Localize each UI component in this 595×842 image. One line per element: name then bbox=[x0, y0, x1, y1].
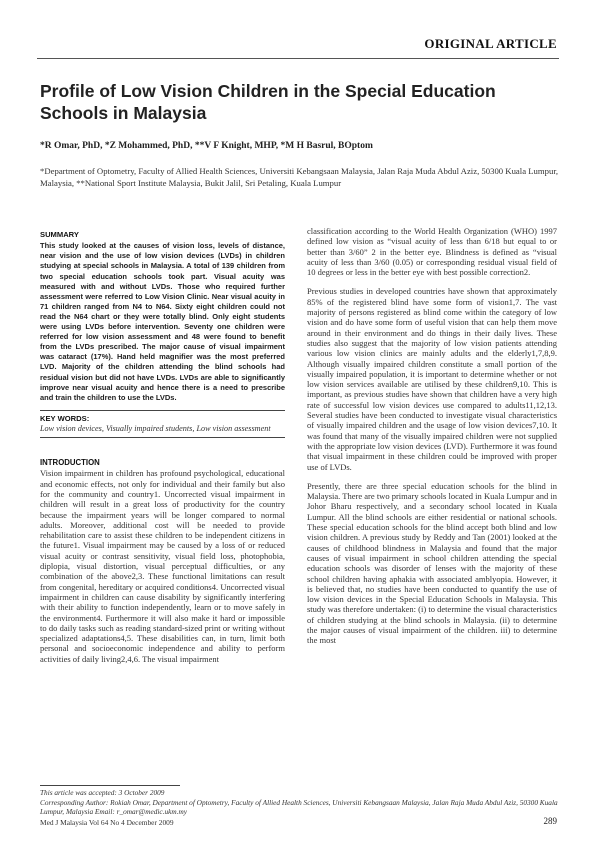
body-paragraph: Presently, there are three special education schools for the blind in Malaysia. There are two primary schools located in Kuala Lumpur and in Johor Bharu respectively, and a secondary school located in Kuala Lumpur. All the blind schools are either residential or national schools. These special education schools for the blind accept both blind and low vision children. A previous study by Reddy and Tan (2001) looked at the causes of childhood blindness in Malaysia and found that the major causes of visual impairment in school children attending the special education schools was disorder of lenses with the majority of these school children having aphakia with associated amblyopia. However, it is believed that, no studies have been conducted to quantify the use of low vision devices in the Special Education Schools in Malaysia. This study was therefore undertaken: (i) to determine the visual characteristics of children studying at the blind schools in Malaysia. (ii) to determine the major causes of visual impairment of the children. iii) to determine the most bbox=[307, 480, 557, 646]
right-column bbox=[307, 226, 557, 655]
keywords-text: Low vision devices, Visually impaired students, Low vision assessment bbox=[40, 424, 271, 434]
correspondence: Corresponding Author: Rokiah Omar, Department of Optometry, Faculty of Allied Health Sciences, Universiti Kebangsaan Malaysia, Jalan Raja Muda Abdul Aziz, 50300 Kuala Lumpur, Malaysia Email: r_omar@medic.ukm.my bbox=[40, 797, 558, 816]
accepted-date: This article was accepted: 3 October 2009 bbox=[40, 788, 165, 797]
keywords-heading: KEY WORDS: bbox=[40, 413, 90, 423]
summary-heading: SUMMARY bbox=[40, 230, 79, 239]
header-rule bbox=[37, 58, 559, 59]
left-column bbox=[40, 230, 285, 673]
affiliation: *Department of Optometry, Faculty of Allied Health Sciences, Universiti Kebangsaan Malaysia, Jalan Raja Muda Abdul Aziz, 50300 Kuala Lumpur, Malaysia, **National Sport Institute Malaysia, Bukit Jalil, Sri Petaling, Kuala Lumpur bbox=[40, 166, 559, 188]
body-paragraph: Previous studies in developed countries have shown that approximately 85% of the registered blind have some form of vision1,7. The vast majority of persons registered as blind come within the category of low vision and do have some form of useful vision that can help them move around in their environment and do things in their daily lives. These studies also suggest that the majority of low vision patients attending various low vision clinics are mainly adults and the elderly1,7,8,9. Although visually impaired children constitute a small portion of the visually impaired population, it is important to determine whether or not low vision services available are utilised by these children9,10. This is important, as previous studies have shown that children have a very high rate of successful low vision devices use compared to adults11,12,13. Several studies have been conducted to investigate visual characteristics of visually impaired children and the usage of low vision devices7,10. It was found that many of the visually impaired children were not supplied with the appropriate low vision devices (LVD). Furthermore it was found that visual impairment in these children could be improved with proper use of LVDs. bbox=[307, 286, 557, 472]
introduction-paragraph: Vision impairment in children has profound psychological, educational and economic effects, not only for individual and their family but also for the community and country1. Uncorrected visual impairment in children will result in a great loss of productivity for the country because the impairment years will be longer compared to normal adults. Moreover, additional cost will be needed to provide rehabilitation care to assist these children to be independent citizens in the future1. Visual impairment may be caused by a loss of or reduced visual acuity or contrast sensitivity, visual field loss, photophobia, diplopia, visual distortion, visual perceptual difficulties, or any combination of the above2,3. These functional limitations can result from congenital, hereditary or acquired conditions4. Uncorrected visual impairment in children can cause disability by significantly interfering with their ability to function independently, learn or to move safely in the environment4. Furthermore it will also make it hard or impossible to do daily tasks such as reading standard-sized print or writing without specialized adaptations4,5. These disabilities can, in turn, limit both personal and socioeconomic independence and ability to perform activities of daily living2,4,6. The visual impairment bbox=[40, 468, 285, 664]
footnote bbox=[40, 788, 560, 817]
keywords-box bbox=[40, 410, 285, 438]
journal-citation: Med J Malaysia Vol 64 No 4 December 2009 bbox=[40, 818, 174, 827]
summary-text: This study looked at the causes of vision loss, levels of distance, near vision and the use of low vision devices (LVDs) in children studying at special schools in Malaysia. A total of 139 children from two special education schools took part. Visual acuity was measured with and without LVDs. Those who required further assessment were referred to Low Vision Clinic. Near visual acuity in 71 children ranged from N4 to N64. Sixty eight children could not read the N64 chart or they were totally blind. Only eight students were using LVDs before intervention. Seventy one children were referred for low vision assessment and 48 were found to benefit from the LVDs prescribed. The major cause of visual impairment was cataract (17%). Hand held magnifier was the most preferred LVD. Majority of the children attending the blind schools had residual vision but did not have LVDs. LVDs are able to significantly improve near visual acuity and hence there is a need to prescribe and train the children to use the LVDs. bbox=[40, 241, 285, 402]
article-title: Profile of Low Vision Children in the Special Education Schools in Malaysia bbox=[40, 81, 496, 123]
footnote-rule bbox=[40, 785, 180, 786]
section-label: ORIGINAL ARTICLE bbox=[424, 36, 557, 51]
introduction-heading: INTRODUCTION bbox=[40, 458, 100, 468]
body-paragraph: classification according to the World Health Organization (WHO) 1997 defined low vision as “visual acuity of less than 6/18 but equal to or better than 3/60” 2 in the better eye. Blindness is defined as “visual acuity of less than 3/60 (0.05) or corresponding residual visual field of 10 degrees or less in the better eye with best possible correction2. bbox=[307, 226, 557, 278]
author-list: *R Omar, PhD, *Z Mohammed, PhD, **V F Knight, MHP, *M H Basrul, BOptom bbox=[40, 141, 373, 151]
page-number: 289 bbox=[543, 816, 557, 826]
